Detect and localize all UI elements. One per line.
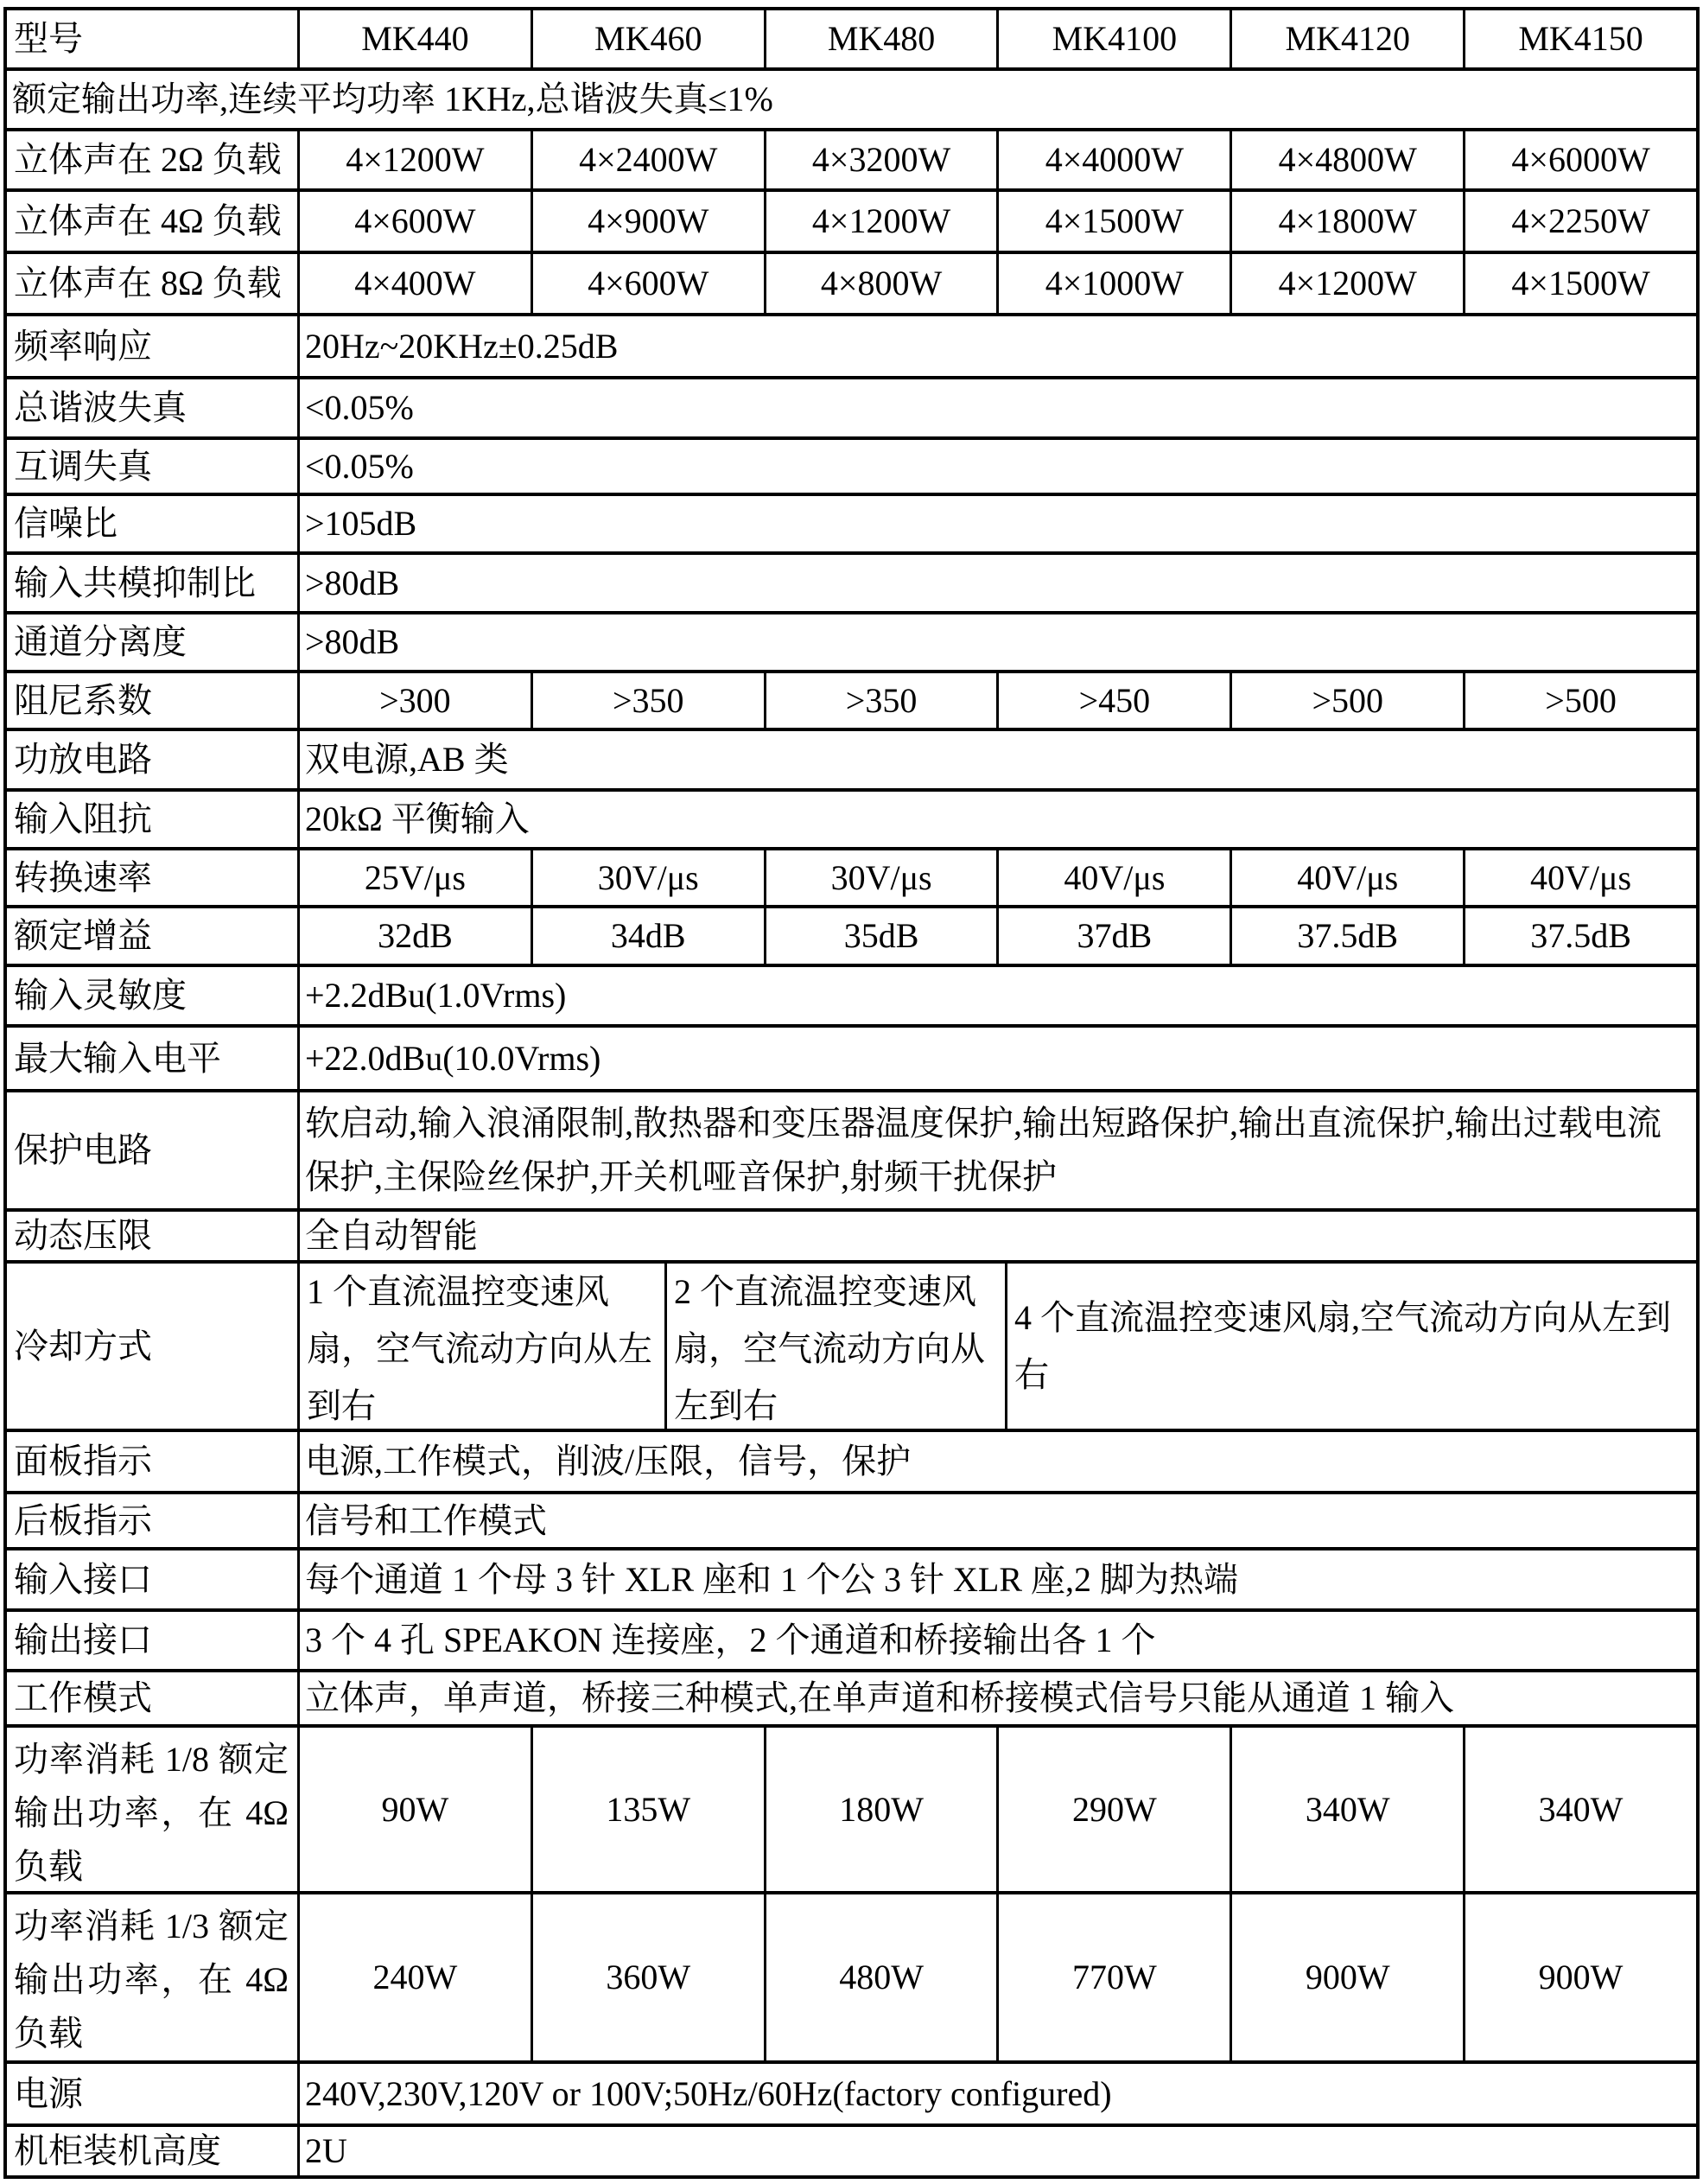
row-label-amplifier-circuit: 功放电路 xyxy=(7,731,300,788)
row-label-power-consumption-1-3: 功率消耗 1/3 额定输出功率，在 4Ω负载 xyxy=(7,1894,300,2060)
row-value-front-panel-indicators: 电源,工作模式，削波/压限，信号，保护 xyxy=(305,1442,912,1480)
cell-power-consumption-1-3-3: 770W xyxy=(999,1894,1232,2060)
table-row-front-panel-indicators xyxy=(7,1429,1696,1491)
cell-stereo-4ohm-3: 4×1500W xyxy=(999,192,1232,251)
cell-damping-factor-4: >500 xyxy=(1232,673,1465,728)
row-label-intermodulation-distortion: 互调失真 xyxy=(7,440,300,493)
table-row-stereo-8ohm xyxy=(7,251,1696,313)
cell-stereo-8ohm-4: 4×1200W xyxy=(1232,254,1465,313)
cell-power-consumption-1-8-1: 135W xyxy=(533,1728,766,1891)
cell-rated-gain-2: 35dB xyxy=(766,908,1000,964)
table-row-input-sensitivity xyxy=(7,964,1696,1024)
row-label-stereo-4ohm: 立体声在 4Ω 负载 xyxy=(7,192,300,251)
row-label-operating-modes: 工作模式 xyxy=(7,1672,300,1724)
table-row-amplifier-circuit xyxy=(7,728,1696,788)
row-label-rear-panel-indicators: 后板指示 xyxy=(7,1494,300,1547)
cell-power-consumption-1-3-4: 900W xyxy=(1232,1894,1465,2060)
cell-slew-rate-0: 25V/μs xyxy=(300,850,533,905)
cell-slew-rate-4: 40V/μs xyxy=(1232,850,1465,905)
table-row-rear-panel-indicators xyxy=(7,1491,1696,1547)
row-label-rated-gain: 额定增益 xyxy=(7,908,300,964)
row-value-operating-modes: 立体声，单声道，桥接三种模式,在单声道和桥接模式信号只能从通道 1 输入 xyxy=(305,1678,1454,1717)
cell-cooling-method-0: 1 个直流温控变速风扇，空气流动方向从左到右 xyxy=(300,1264,667,1429)
row-label-total-harmonic-distortion: 总谐波失真 xyxy=(7,379,300,436)
cell-power-consumption-1-8-4: 340W xyxy=(1232,1728,1465,1891)
cell-damping-factor-0: >300 xyxy=(300,673,533,728)
cell-slew-rate-2: 30V/μs xyxy=(766,850,1000,905)
table-row-model-header xyxy=(7,10,1696,67)
cell-power-consumption-1-8-2: 180W xyxy=(766,1728,1000,1891)
cell-cooling-method-1: 2 个直流温控变速风扇，空气流动方向从左到右 xyxy=(667,1264,1007,1429)
cell-rated-gain-0: 32dB xyxy=(300,908,533,964)
table-row-damping-factor xyxy=(7,670,1696,728)
table-row-power-consumption-1-8 xyxy=(7,1724,1696,1891)
cell-stereo-8ohm-0: 4×400W xyxy=(300,254,533,313)
row-value-common-mode-rejection: >80dB xyxy=(305,563,400,602)
cell-cooling-method-2: 4 个直流温控变速风扇,空气流动方向从左到右 xyxy=(1014,1297,1671,1394)
table-row-frequency-response xyxy=(7,313,1696,376)
row-value-max-input-level: +22.0dBu(10.0Vrms) xyxy=(305,1038,601,1078)
cell-stereo-4ohm-5: 4×2250W xyxy=(1511,201,1650,240)
table-row-common-mode-rejection xyxy=(7,551,1696,611)
cell-stereo-2ohm-3: 4×4000W xyxy=(999,131,1232,188)
cell-power-consumption-1-3-5: 900W xyxy=(1538,1958,1624,1996)
table-row-cooling-method xyxy=(7,1260,1696,1429)
row-value-rack-height: 2U xyxy=(305,2131,347,2170)
row-label-max-input-level: 最大输入电平 xyxy=(7,1028,300,1089)
cell-stereo-4ohm-4: 4×1800W xyxy=(1232,192,1465,251)
table-row-output-connectors xyxy=(7,1608,1696,1669)
row-value-signal-to-noise-ratio: >105dB xyxy=(305,504,417,543)
row-label-output-connectors: 输出接口 xyxy=(7,1612,300,1669)
row-value-protection-circuit: 软启动,输入浪涌限制,散热器和变压器温度保护,输出短路保护,输出直流保护,输出过载电流保护,主保险丝保护,开关机哑音保护,射频干扰保护 xyxy=(305,1104,1662,1196)
cell-power-consumption-1-3-0: 240W xyxy=(300,1894,533,2060)
row-label-common-mode-rejection: 输入共模抑制比 xyxy=(7,555,300,611)
cell-stereo-4ohm-2: 4×1200W xyxy=(766,192,1000,251)
cell-stereo-2ohm-1: 4×2400W xyxy=(533,131,766,188)
table-row-input-connectors xyxy=(7,1547,1696,1608)
row-label-channel-separation: 通道分离度 xyxy=(7,614,300,670)
row-value-dynamic-limiter: 全自动智能 xyxy=(305,1216,478,1255)
row-value-amplifier-circuit: 双电源,AB 类 xyxy=(305,740,509,779)
table-row-rated-output-note xyxy=(7,67,1696,128)
cell-model-header-2: MK480 xyxy=(766,10,1000,67)
row-value-channel-separation: >80dB xyxy=(305,622,400,661)
row-label-cooling-method: 冷却方式 xyxy=(7,1264,300,1429)
cell-stereo-2ohm-0: 4×1200W xyxy=(300,131,533,188)
cell-stereo-2ohm-4: 4×4800W xyxy=(1232,131,1465,188)
row-value-output-connectors: 3 个 4 孔 SPEAKON 连接座，2 个通道和桥接输出各 1 个 xyxy=(305,1620,1156,1659)
table-row-mains-power xyxy=(7,2060,1696,2124)
row-label-slew-rate: 转换速率 xyxy=(7,850,300,905)
cell-power-consumption-1-3-1: 360W xyxy=(533,1894,766,2060)
table-row-power-consumption-1-3 xyxy=(7,1891,1696,2060)
cell-damping-factor-1: >350 xyxy=(533,673,766,728)
row-label-front-panel-indicators: 面板指示 xyxy=(7,1432,300,1491)
row-label-signal-to-noise-ratio: 信噪比 xyxy=(7,496,300,551)
row-value-rear-panel-indicators: 信号和工作模式 xyxy=(305,1500,547,1540)
cell-model-header-3: MK4100 xyxy=(999,10,1232,67)
cell-stereo-4ohm-0: 4×600W xyxy=(300,192,533,251)
cell-damping-factor-2: >350 xyxy=(766,673,1000,728)
row-label-protection-circuit: 保护电路 xyxy=(7,1092,300,1208)
cell-power-consumption-1-8-0: 90W xyxy=(300,1728,533,1891)
row-label-power-consumption-1-8: 功率消耗 1/8 额定输出功率，在 4Ω负载 xyxy=(7,1728,300,1891)
cell-power-consumption-1-3-2: 480W xyxy=(766,1894,1000,2060)
row-value-intermodulation-distortion: <0.05% xyxy=(305,446,414,486)
table-row-intermodulation-distortion xyxy=(7,436,1696,493)
row-label-rack-height: 机柜装机高度 xyxy=(7,2127,300,2175)
cell-rated-gain-5: 37.5dB xyxy=(1530,916,1631,955)
cell-model-header-1: MK460 xyxy=(533,10,766,67)
spec-table xyxy=(3,7,1700,2179)
row-label-damping-factor: 阻尼系数 xyxy=(7,673,300,728)
cell-damping-factor-5: >500 xyxy=(1545,680,1617,720)
cell-model-header-4: MK4120 xyxy=(1232,10,1465,67)
table-row-rated-gain xyxy=(7,905,1696,964)
cell-slew-rate-5: 40V/μs xyxy=(1530,857,1632,897)
table-row-channel-separation xyxy=(7,611,1696,670)
row-label-model-header: 型号 xyxy=(7,10,300,67)
table-row-stereo-4ohm xyxy=(7,188,1696,251)
table-row-total-harmonic-distortion xyxy=(7,376,1696,436)
cell-stereo-8ohm-2: 4×800W xyxy=(766,254,1000,313)
cell-stereo-8ohm-1: 4×600W xyxy=(533,254,766,313)
table-row-rack-height xyxy=(7,2124,1696,2175)
cell-stereo-8ohm-3: 4×1000W xyxy=(999,254,1232,313)
cell-model-header-0: MK440 xyxy=(300,10,533,67)
row-label-input-sensitivity: 输入灵敏度 xyxy=(7,967,300,1024)
row-value-input-connectors: 每个通道 1 个母 3 针 XLR 座和 1 个公 3 针 XLR 座,2 脚为热端 xyxy=(305,1559,1238,1599)
row-value-mains-power: 240V,230V,120V or 100V;50Hz/60Hz(factory configured) xyxy=(305,2073,1112,2113)
cell-stereo-4ohm-1: 4×900W xyxy=(533,192,766,251)
cell-stereo-2ohm-5: 4×6000W xyxy=(1511,140,1650,179)
table-row-stereo-2ohm xyxy=(7,128,1696,188)
cell-slew-rate-1: 30V/μs xyxy=(533,850,766,905)
row-label-input-impedance: 输入阻抗 xyxy=(7,792,300,847)
cell-rated-gain-1: 34dB xyxy=(533,908,766,964)
row-value-total-harmonic-distortion: <0.05% xyxy=(305,388,414,427)
table-row-signal-to-noise-ratio xyxy=(7,493,1696,551)
cell-rated-gain-4: 37.5dB xyxy=(1232,908,1465,964)
cell-stereo-8ohm-5: 4×1500W xyxy=(1511,264,1650,302)
row-text-rated-output-note: 额定输出功率,连续平均功率 1KHz,总谐波失真≤1% xyxy=(12,80,773,118)
row-label-stereo-2ohm: 立体声在 2Ω 负载 xyxy=(7,131,300,188)
table-row-operating-modes xyxy=(7,1669,1696,1724)
cell-power-consumption-1-8-3: 290W xyxy=(999,1728,1232,1891)
table-row-input-impedance xyxy=(7,788,1696,847)
cell-power-consumption-1-8-5: 340W xyxy=(1538,1789,1624,1829)
cell-stereo-2ohm-2: 4×3200W xyxy=(766,131,1000,188)
row-value-input-sensitivity: +2.2dBu(1.0Vrms) xyxy=(305,976,567,1015)
row-label-frequency-response: 频率响应 xyxy=(7,316,300,376)
table-row-max-input-level xyxy=(7,1024,1696,1089)
table-row-protection-circuit xyxy=(7,1089,1696,1208)
row-label-mains-power: 电源 xyxy=(7,2064,300,2124)
cell-slew-rate-3: 40V/μs xyxy=(999,850,1232,905)
row-label-input-connectors: 输入接口 xyxy=(7,1550,300,1608)
cell-damping-factor-3: >450 xyxy=(999,673,1232,728)
row-value-frequency-response: 20Hz~20KHz±0.25dB xyxy=(305,326,619,366)
row-label-stereo-8ohm: 立体声在 8Ω 负载 xyxy=(7,254,300,313)
table-row-dynamic-limiter xyxy=(7,1208,1696,1260)
row-value-input-impedance: 20kΩ 平衡输入 xyxy=(305,799,530,838)
cell-model-header-5: MK4150 xyxy=(1518,19,1643,58)
row-label-dynamic-limiter: 动态压限 xyxy=(7,1212,300,1260)
cell-rated-gain-3: 37dB xyxy=(999,908,1232,964)
table-row-slew-rate xyxy=(7,847,1696,905)
